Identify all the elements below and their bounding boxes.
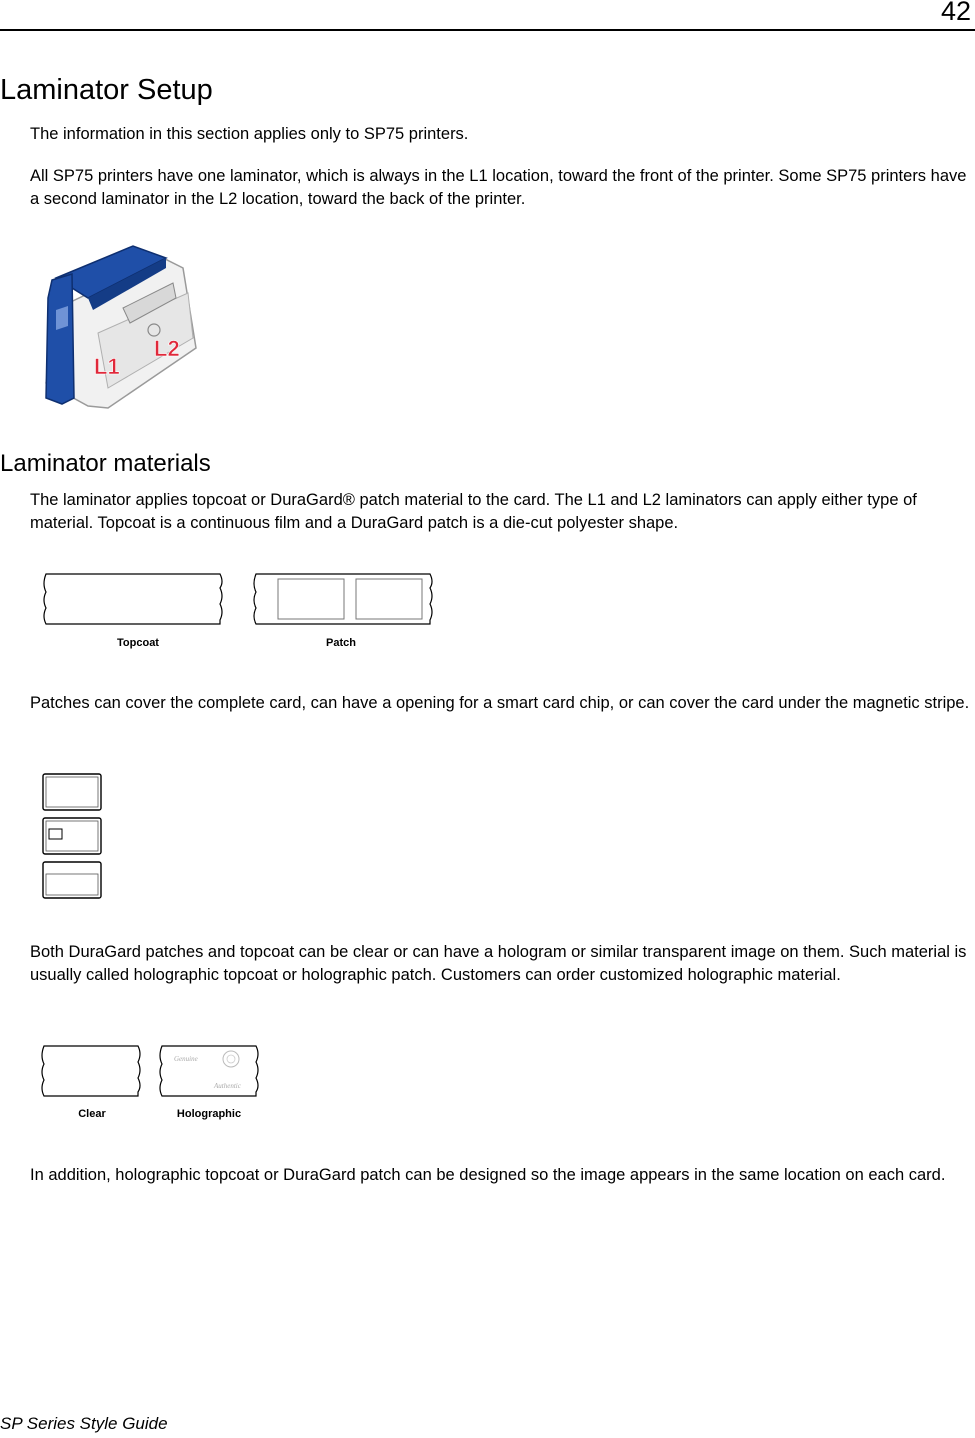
footer-guide-title: SP Series Style Guide <box>0 1414 168 1433</box>
materials-paragraph-1: The laminator applies topcoat or DuraGard® patch material to the card. The L1 and L2 laminators can apply either type of material. Topcoat is a continuous film and a DuraGard patch is a die-cut polyester shape. <box>30 491 917 532</box>
holo-text-authentic: Authentic <box>214 1082 241 1090</box>
magstripe-patch <box>43 862 101 898</box>
patch-shape-2 <box>356 579 422 619</box>
holo-text-genuine: Genuine <box>174 1055 198 1063</box>
clear-material <box>42 1046 140 1096</box>
patch-types-figure <box>40 770 106 904</box>
caption-topcoat: Topcoat <box>117 637 159 649</box>
printer-illustration <box>38 238 200 410</box>
caption-holographic: Holographic <box>176 1108 242 1120</box>
full-patch <box>43 774 101 810</box>
patch-shape-1 <box>278 579 344 619</box>
materials-paragraph-4: In addition, holographic topcoat or DuraGard patch can be designed so the image appears in the same location on each card. <box>30 1166 946 1184</box>
page-title: Laminator Setup <box>0 74 213 106</box>
topcoat-patch-figure <box>38 568 438 656</box>
caption-patch: Patch <box>326 637 356 649</box>
topcoat-strip <box>44 574 222 624</box>
clear-holographic-figure <box>38 1040 268 1124</box>
section-heading-laminator-materials: Laminator materials <box>0 450 211 477</box>
label-l1: L1 <box>94 354 120 379</box>
intro-paragraph-2: All SP75 printers have one laminator, which is always in the L1 location, toward the front of the printer. Some SP75 printers have a second laminator in the L2 location, toward the back of the printer. <box>30 167 967 208</box>
header-rule <box>0 29 975 31</box>
materials-paragraph-3: Both DuraGard patches and topcoat can be clear or can have a hologram or similar transparent image on them. Such material is usually called holographic topcoat or holographic patch. Customers can order customized holographic material. <box>30 943 967 984</box>
materials-paragraph-2: Patches can cover the complete card, can have a opening for a smart card chip, or can cover the card under the magnetic stripe. <box>30 694 970 712</box>
holographic-material <box>160 1046 258 1096</box>
caption-clear: Clear <box>78 1108 106 1120</box>
label-l2: L2 <box>154 336 180 361</box>
intro-paragraph-1: The information in this section applies only to SP75 printers. <box>30 125 469 143</box>
page-number: 42 <box>940 0 971 26</box>
